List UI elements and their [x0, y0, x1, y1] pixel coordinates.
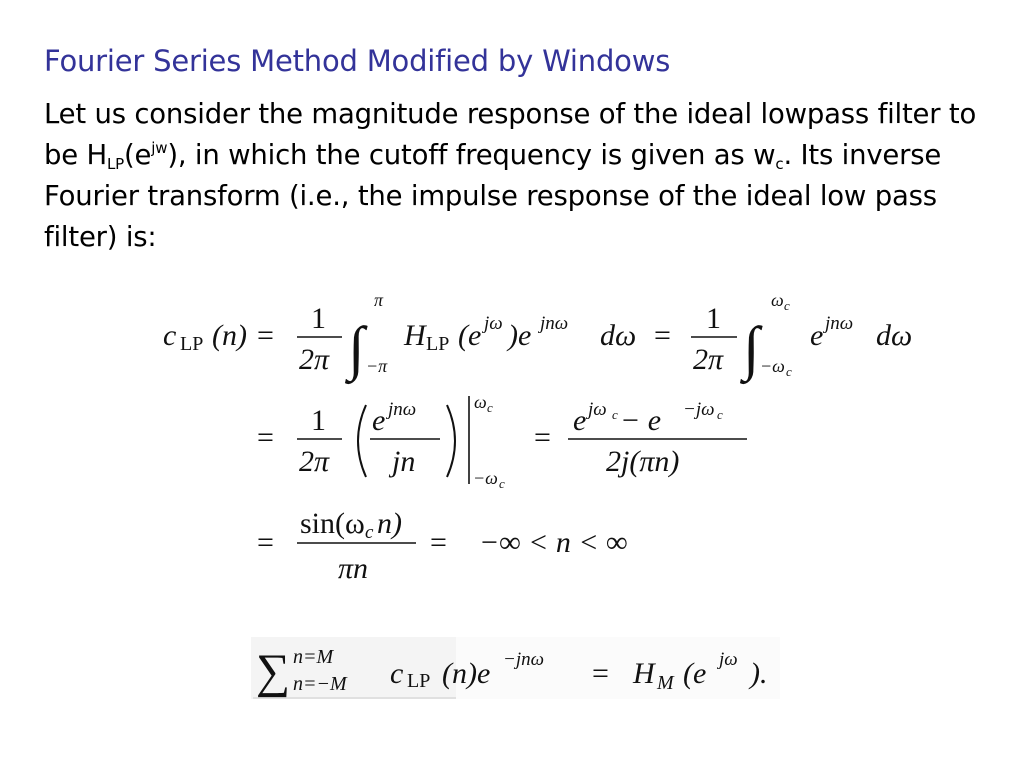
equals-3: = — [257, 421, 274, 454]
H-lp-sub: LP — [426, 333, 450, 355]
eval-upper-sub: c — [487, 400, 493, 415]
integral-sign-1: ∫ — [348, 315, 365, 381]
int2-upper-sub: c — [784, 298, 790, 313]
subscript-lp: LP — [107, 155, 125, 173]
frac4-sup1-sub: c — [612, 407, 618, 422]
eval-lower-sub: c — [499, 476, 505, 491]
HM-sup: jω — [719, 649, 738, 670]
sup-jnw-2: jnω — [825, 313, 854, 334]
eval-lower: −ω — [473, 468, 498, 488]
right-paren — [447, 405, 455, 477]
e-term: e — [810, 319, 824, 352]
lhs-sub: LP — [180, 333, 204, 355]
int2-upper: ω — [771, 290, 784, 310]
text-part-2: (e — [124, 139, 152, 171]
int1-lower: −π — [366, 356, 388, 376]
equation-line-1 — [163, 290, 912, 385]
frac5-den: πn — [338, 552, 369, 585]
equation-line-2 — [257, 392, 747, 491]
sum-c-sub: LP — [407, 670, 431, 692]
superscript-jw: jw — [151, 139, 168, 157]
sup-jw-1: jω — [484, 313, 503, 334]
frac3-num: 1 — [311, 404, 326, 437]
equation-line-4 — [251, 637, 780, 699]
frac5-num: sin(ω — [300, 507, 365, 540]
integral-sign-2: ∫ — [743, 315, 760, 381]
frac4-sup2: −jω — [683, 399, 715, 420]
left-paren — [358, 405, 366, 477]
paren-close-e: )e — [508, 319, 532, 352]
sum-upper: n=M — [293, 646, 334, 668]
int2-lower: −ω — [760, 356, 785, 376]
HM-end: ). — [750, 657, 768, 690]
sum-sign: ∑ — [256, 645, 291, 698]
inner-num-sup: jnω — [388, 399, 417, 420]
lhs-arg: (n) — [212, 319, 247, 352]
int1-upper: π — [374, 290, 384, 310]
equation-line-3 — [257, 507, 628, 585]
sum-c: c — [390, 657, 404, 690]
equals-2: = — [654, 319, 671, 352]
lhs-c: c — [163, 319, 177, 352]
text-part-1: Let us consider the magnitude response of the ideal lowpass filter to be H — [44, 98, 977, 171]
range-text: −∞ < n < ∞ — [479, 526, 628, 559]
text-part-4: . Its inverse Fourier transform (i.e., the impulse response of the ideal low pass filter) is: — [44, 139, 942, 253]
frac4-num-e: e — [573, 404, 587, 437]
HM: H — [633, 657, 655, 690]
H-lp: H — [404, 319, 426, 352]
int2-lower-sub: c — [786, 364, 792, 379]
equals-5: = — [257, 526, 274, 559]
sum-sup: −jnω — [503, 649, 545, 670]
inner-den: jn — [392, 445, 416, 478]
frac2-num: 1 — [706, 302, 721, 335]
subscript-c: c — [775, 155, 784, 173]
frac2-den: 2π — [693, 343, 724, 376]
frac4-sup1: jω — [588, 399, 607, 420]
equals-1: = — [257, 319, 274, 352]
frac5-num-sub: c — [365, 522, 374, 543]
text-part-3: ), in which the cutoff frequency is given as w — [167, 139, 776, 171]
equals-7: = — [592, 657, 609, 690]
sup-jnw-1: jnω — [540, 313, 569, 334]
frac1-num: 1 — [311, 302, 326, 335]
sum-lower: n=−M — [293, 673, 347, 695]
slide-title: Fourier Series Method Modified by Windows — [44, 44, 671, 78]
eval-upper: ω — [474, 392, 487, 412]
frac4-num-mid: − e — [620, 404, 662, 437]
d-omega-2: dω — [876, 319, 913, 352]
sum-arg: (n)e — [442, 657, 491, 690]
frac1-den: 2π — [299, 343, 330, 376]
HM-sub: M — [657, 672, 674, 694]
HM-paren: (e — [683, 657, 707, 690]
d-omega-1: dω — [600, 319, 637, 352]
frac5-num-end: n) — [377, 507, 402, 540]
paren-e: (e — [458, 319, 482, 352]
frac3-den: 2π — [299, 445, 330, 478]
inner-num-e: e — [372, 404, 386, 437]
frac4-sup2-sub: c — [717, 407, 723, 422]
equals-4: = — [534, 421, 551, 454]
equals-6: = — [430, 526, 447, 559]
frac4-den: 2j(πn) — [606, 445, 680, 478]
